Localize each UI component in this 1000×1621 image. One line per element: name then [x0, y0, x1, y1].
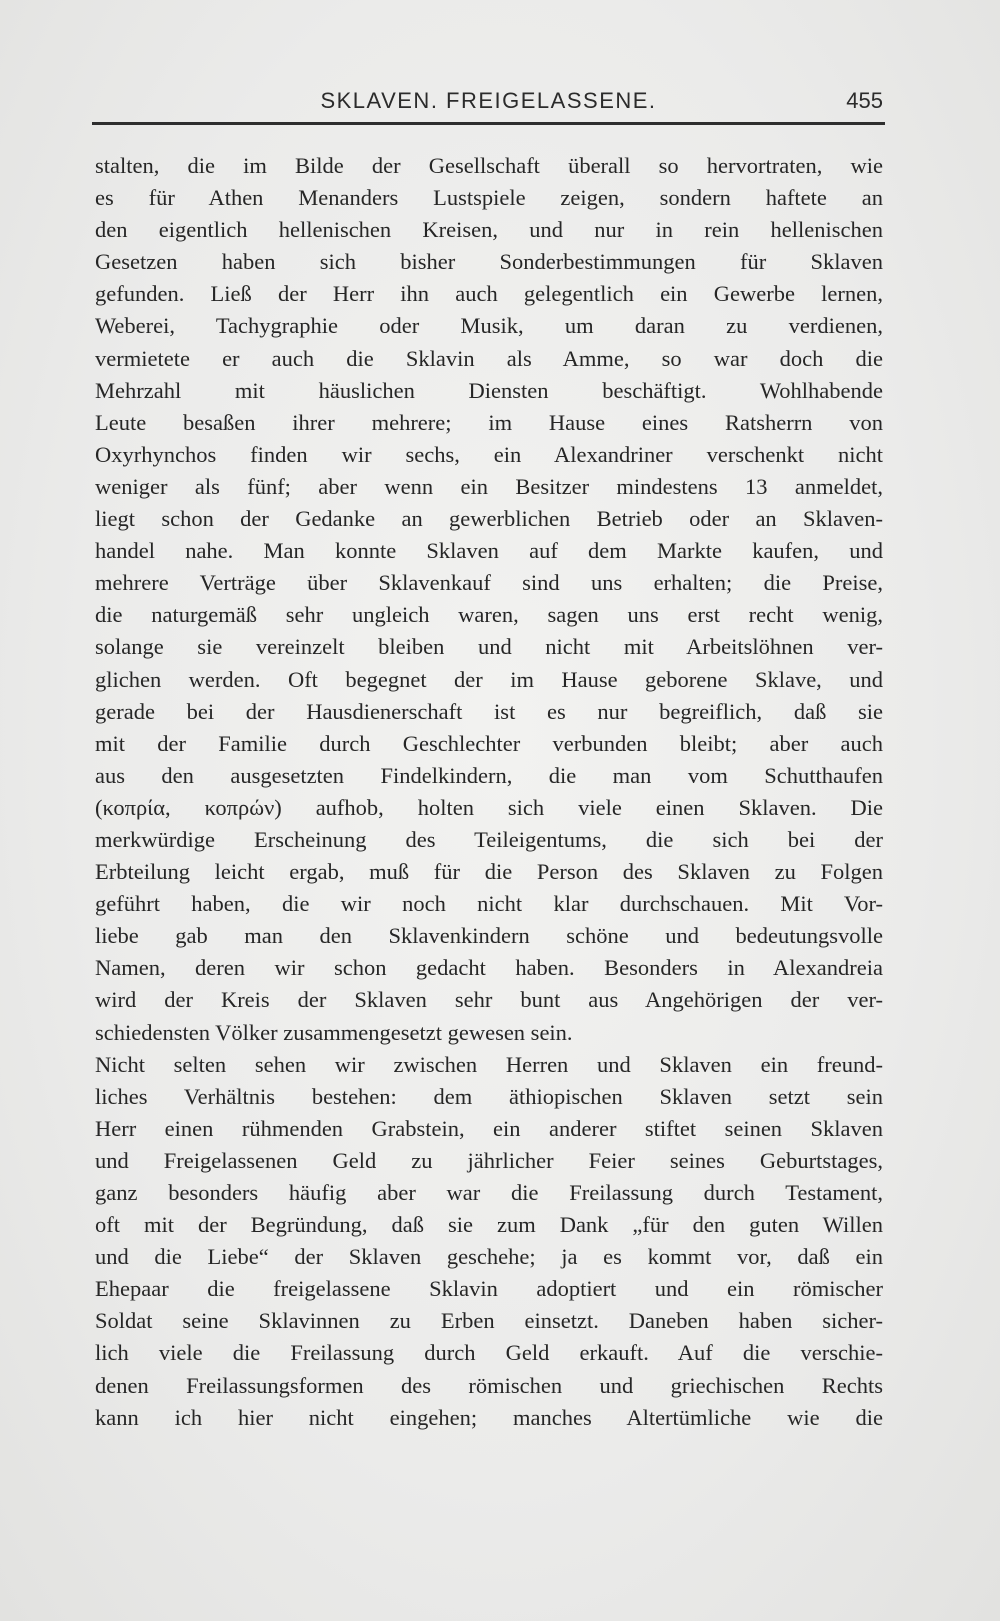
text-line: weniger als fünf; aber wenn ein Besitzer mindestens 13 anmeldet, [95, 473, 883, 499]
body-text [95, 150, 883, 1434]
text-line: ganz besonders häufig aber war die Freilassung durch Testament, [95, 1180, 883, 1205]
header-rule [92, 122, 885, 125]
text-line: Ehepaar die freigelassene Sklavin adoptiert und ein römischer [95, 1276, 883, 1302]
text-line: es für Athen Menanders Lustspiele zeigen, sondern haftete an [95, 185, 883, 211]
text-line: glichen werden. Oft begegnet der im Hause geborene Sklave, und [95, 666, 883, 692]
running-title: SKLAVEN. FREIGELASSENE. [320, 88, 657, 113]
text-line: denen Freilassungsformen des römischen und griechischen Rechts [95, 1372, 883, 1398]
text-line: liebe gab man den Sklavenkindern schöne und bedeutungsvolle [95, 923, 883, 949]
text-line: Weberei, Tachygraphie oder Musik, um daran zu verdienen, [95, 313, 883, 339]
text-line: solange sie vereinzelt bleiben und nicht mit Arbeitslöhnen ver- [95, 634, 883, 660]
text-line: Oxyrhynchos finden wir sechs, ein Alexandriner verschenkt nicht [95, 441, 883, 467]
text-line: Nicht selten sehen wir zwischen Herren und Sklaven ein freund- [95, 1051, 883, 1077]
text-line: und die Liebe“ der Sklaven geschehe; ja es kommt vor, daß ein [95, 1244, 883, 1270]
text-line: geführt haben, die wir noch nicht klar durchschauen. Mit Vor- [95, 891, 883, 917]
text-line: merkwürdige Erscheinung des Teileigentums, die sich bei der [95, 826, 883, 852]
text-line: liegt schon der Gedanke an gewerblichen Betrieb oder an Sklaven- [95, 506, 883, 532]
text-line: vermietete er auch die Sklavin als Amme, so war doch die [95, 345, 883, 371]
text-line: liches Verhältnis bestehen: dem äthiopischen Sklaven setzt sein [95, 1083, 883, 1109]
text-line: den eigentlich hellenischen Kreisen, und nur in rein hellenischen [95, 217, 883, 243]
text-line: mehrere Verträge über Sklavenkauf sind uns erhalten; die Preise, [95, 570, 883, 596]
text-line: kann ich hier nicht eingehen; manches Altertümliche wie die [95, 1404, 883, 1430]
text-line: mit der Familie durch Geschlechter verbunden bleibt; aber auch [95, 730, 883, 756]
text-line: die naturgemäß sehr ungleich waren, sagen uns erst recht wenig, [95, 602, 883, 628]
text-line: (κοπρία, κοπρών) aufhob, holten sich viele einen Sklaven. Die [95, 794, 883, 820]
text-line: und Freigelassenen Geld zu jährlicher Feier seines Geburtstages, [95, 1147, 883, 1173]
text-line: Soldat seine Sklavinnen zu Erben einsetzt. Daneben haben sicher- [95, 1308, 883, 1334]
text-line: aus den ausgesetzten Findelkindern, die man vom Schutthaufen [95, 762, 883, 788]
text-line: oft mit der Begründung, daß sie zum Dank „für den guten Willen [95, 1212, 883, 1238]
text-line: Mehrzahl mit häuslichen Diensten beschäftigt. Wohlhabende [95, 377, 883, 403]
text-line: gefunden. Ließ der Herr ihn auch gelegentlich ein Gewerbe lernen, [95, 281, 883, 307]
paragraph-end-line: schiedensten Völker zusammengesetzt gewesen sein. [95, 1019, 573, 1045]
text-line: gerade bei der Hausdienerschaft ist es nur begreiflich, daß sie [95, 698, 883, 724]
text-line: Gesetzen haben sich bisher Sonderbestimmungen für Sklaven [95, 249, 883, 275]
text-line: lich viele die Freilassung durch Geld erkauft. Auf die verschie- [95, 1340, 883, 1366]
text-line: Namen, deren wir schon gedacht haben. Besonders in Alexandreia [95, 955, 883, 981]
text-line: wird der Kreis der Sklaven sehr bunt aus Angehörigen der ver- [95, 987, 883, 1013]
text-line: Erbteilung leicht ergab, muß für die Person des Sklaven zu Folgen [95, 859, 883, 885]
text-line: stalten, die im Bilde der Gesellschaft überall so hervortraten, wie [95, 153, 883, 178]
text-line: Leute besaßen ihrer mehrere; im Hause eines Ratsherrn von [95, 409, 883, 435]
text-line: Herr einen rühmenden Grabstein, ein anderer stiftet seinen Sklaven [95, 1115, 883, 1141]
text-line: handel nahe. Man konnte Sklaven auf dem Markte kaufen, und [95, 538, 883, 564]
page-number: 455 [846, 88, 883, 113]
page-header [92, 88, 885, 122]
